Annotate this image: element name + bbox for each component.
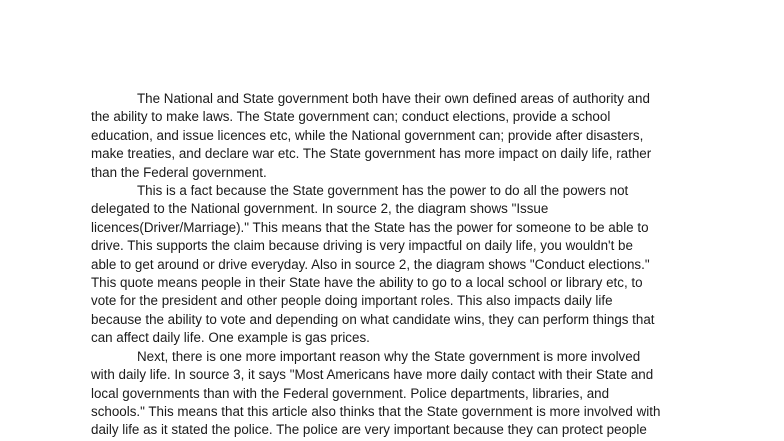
text-line: because the ability to vote and depending on what candidate wins, they can perform things that [91,311,655,327]
text-line: licences(Driver/Marriage)." This means that the State has the power for someone to be able to [91,219,649,235]
text-line: drive. This supports the claim because driving is very impactful on daily life, you wouldn't be [91,238,633,254]
paragraph-1 [91,90,703,182]
text-line: schools." This means that this article also thinks that the State government is more involved with [91,403,661,419]
text-line: daily life as it stated the police. The police are very important because they can protect people [91,422,647,438]
document-body [91,90,703,440]
text-line: Next, there is one more important reason why the State government is more involved [137,348,641,364]
text-line: can affect daily life. One example is gas prices. [91,330,370,346]
text-line: This quote means people in their State have the ability to go to a local school or library etc, to [91,275,643,291]
text-line: able to get around or drive everyday. Also in source 2, the diagram shows "Conduct elections." [91,256,650,272]
text-line: delegated to the National government. In source 2, the diagram shows "Issue [91,201,549,217]
text-line: than the Federal government. [91,164,267,180]
text-line: make treaties, and declare war etc. The State government has more impact on daily life, rather [91,146,652,162]
text-line: vote for the president and other people doing important roles. This also impacts daily life [91,293,613,309]
paragraph-2 [91,182,703,348]
text-line: education, and issue licences etc, while the National government can; provide after disasters, [91,127,644,143]
paragraph-3 [91,348,703,440]
text-line: The National and State government both have their own defined areas of authority and [137,91,650,106]
text-line: local governments than with the Federal government. Police departments, libraries, and [91,385,610,401]
text-line: the ability to make laws. The State government can; conduct elections, provide a school [91,109,611,125]
text-line: This is a fact because the State government has the power to do all the powers not [137,183,629,199]
text-line: with daily life. In source 3, it says "Most Americans have more daily contact with their State and [91,367,654,383]
